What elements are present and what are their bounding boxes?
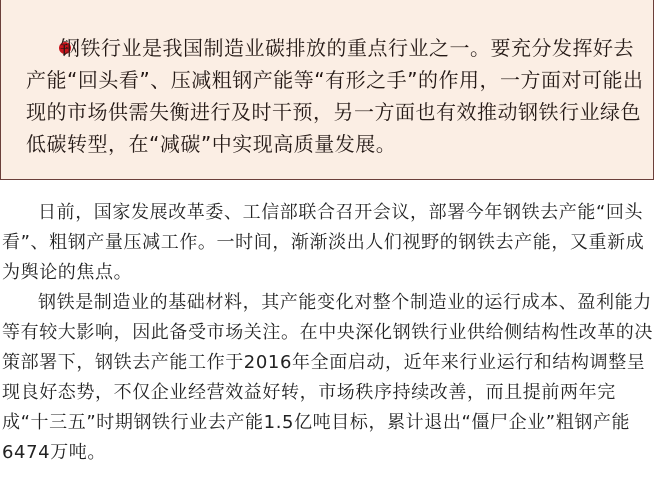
article-paragraph: 日前，国家发展改革委、工信部联合召开会议，部署今年钢铁去产能“回头看”、粗钢产量压减工作。一时间，渐渐淡出人们视野的钢铁去产能，又重新成为舆论的焦点。 xyxy=(2,202,645,283)
article-body xyxy=(2,198,654,468)
callout-text: 钢铁行业是我国制造业碳排放的重点行业之一。要充分发挥好去产能“回头看”、压减粗钢产能等“有形之手”的作用，一方面对可能出现的市场供需失衡进行及时干预，另一方面也有效推动钢铁行业绿色低碳转型，在“减碳”中实现高质量发展。 xyxy=(26,36,644,156)
article-paragraph: 钢铁是制造业的基础材料，其产能变化对整个制造业的运行成本、盈利能力等有较大影响，因此备受市场关注。在中央深化钢铁行业供给侧结构性改革的决策部署下，钢铁去产能工作于2016年全面启动，近年来行业运行和结构调整呈现良好态势，不仅企业经营效益好转，市场秩序持续改善，而且提前两年完成“十三五”时期钢铁行业去产能1.5亿吨目标，累计退出“僵尸企业”粗钢产能6474万吨。 xyxy=(2,292,653,463)
callout-box xyxy=(0,0,654,180)
